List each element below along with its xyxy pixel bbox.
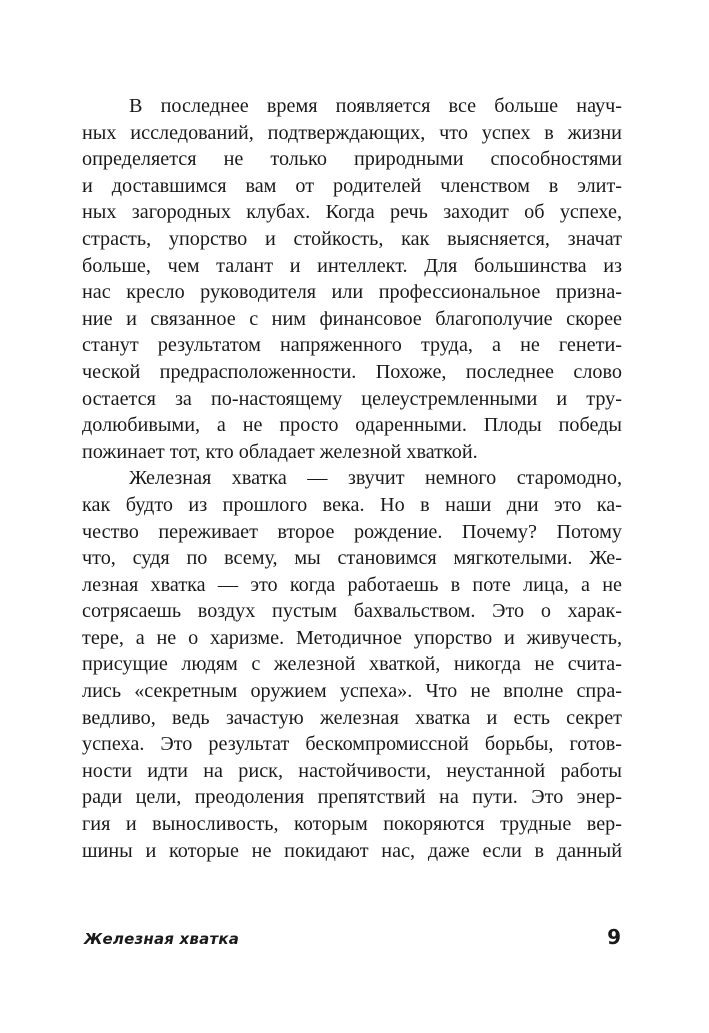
text-line: Железная хватка — звучит немного старомодно, xyxy=(129,467,622,490)
text-line: тере, а не о харизме. Методичное упорство и живучесть, xyxy=(82,626,622,649)
text-line: ности идти на риск, настойчивости, неустанной работы xyxy=(82,759,622,782)
paragraph-1 xyxy=(82,93,622,465)
text-line: В последнее время появляется все больше науч- xyxy=(129,95,622,117)
text-line: остается за по-настоящему целеустремленными и тру- xyxy=(82,387,622,410)
page-number: 9 xyxy=(607,925,621,949)
text-line: больше, чем талант и интеллект. Для большинства из xyxy=(82,254,622,277)
text-line: ческой предрасположенности. Похоже, последнее слово xyxy=(82,360,622,383)
text-line: ради цели, преодоления препятствий на пути. Это энер- xyxy=(82,786,622,809)
text-line: гия и выносливость, которым покоряются трудные вер- xyxy=(82,813,622,836)
text-line: ных исследований, подтверждающих, что успех в жизни xyxy=(82,121,622,144)
body-text xyxy=(82,93,622,864)
text-line: чество переживает второе рождение. Почему? Потому xyxy=(82,520,622,543)
text-line: как будто из прошлого века. Но в наши дни это ка- xyxy=(82,493,622,516)
text-line: шины и которые не покидают нас, даже если в данный xyxy=(82,839,622,862)
text-line: ных загородных клубах. Когда речь заходит об успехе, xyxy=(82,201,622,224)
running-title: Железная хватка xyxy=(84,930,240,948)
paragraph-2 xyxy=(82,465,622,864)
text-line: лезная хватка — это когда работаешь в поте лица, а не xyxy=(82,573,622,596)
text-line: долюбивыми, а не просто одаренными. Плоды победы xyxy=(82,414,622,437)
page-footer xyxy=(84,925,621,955)
text-line: определяется не только природными способностями xyxy=(82,148,622,171)
text-line: лись «секретным оружием успеха». Что не вполне спра- xyxy=(82,680,622,703)
text-line: присущие людям с железной хваткой, никогда не счита- xyxy=(82,653,622,676)
text-line: станут результатом напряженного труда, а не генети- xyxy=(82,334,622,357)
text-line: сотрясаешь воздух пустым бахвальством. Это о харак- xyxy=(82,600,622,623)
text-line: ние и связанное с ним финансовое благополучие скорее xyxy=(82,307,622,330)
text-line: и доставшимся вам от родителей членством в элит- xyxy=(82,174,622,197)
text-line: страсть, упорство и стойкость, как выясняется, значат xyxy=(82,227,622,250)
text-line: успеха. Это результат бескомпромиссной борьбы, готов- xyxy=(82,733,622,756)
text-line: пожинает тот, кто обладает железной хваткой. xyxy=(82,440,478,463)
text-line: ведливо, ведь зачастую железная хватка и есть секрет xyxy=(82,706,622,729)
text-line: что, судя по всему, мы становимся мягкотелыми. Же- xyxy=(82,547,622,570)
text-line: нас кресло руководителя или профессиональное призна- xyxy=(82,281,622,304)
